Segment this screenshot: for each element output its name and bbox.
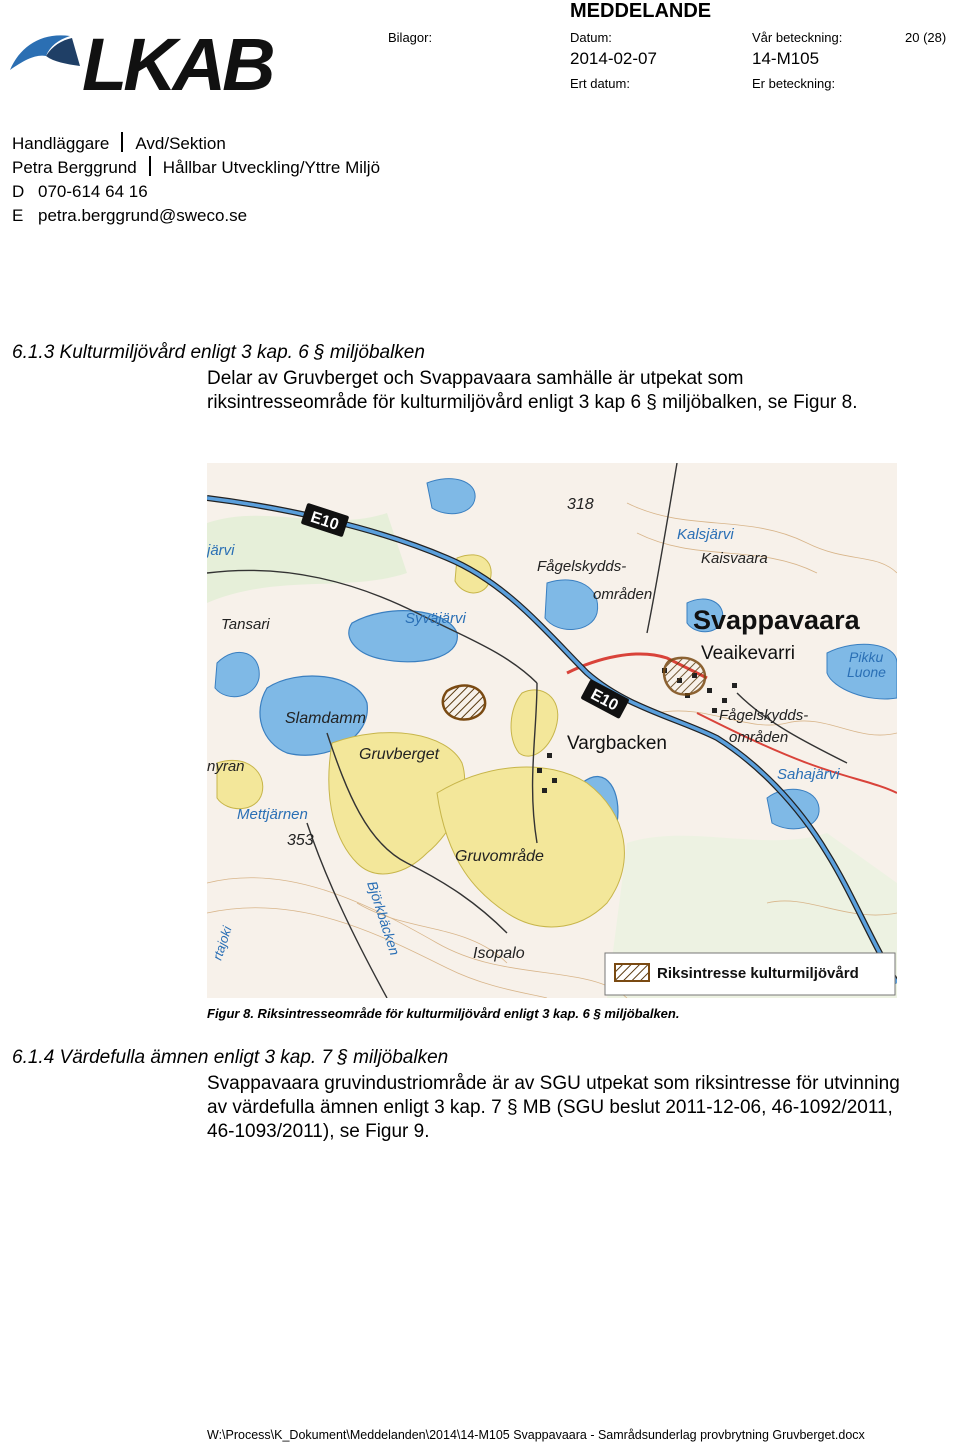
contact-phone-row: [12, 180, 380, 204]
map-label-tansari: Tansari: [221, 616, 270, 633]
logo-text: LKAB: [82, 26, 272, 96]
map-figure-8: [207, 463, 897, 998]
map-label-kalsjarvi: Kalsjärvi: [677, 526, 734, 543]
contact-row-labels: [12, 132, 380, 156]
er-beteckning-label: Er beteckning:: [752, 76, 836, 91]
legend-label: Riksintresse kulturmiljövård: [657, 965, 859, 982]
riksintresse-gruvberget: [443, 686, 485, 720]
doc-type: MEDDELANDE: [570, 0, 712, 22]
contact-department: Hållbar Utveckling/Yttre Miljö: [162, 158, 381, 177]
map-label-svappavaara: Svappavaara: [693, 605, 860, 635]
ert-datum-label: Ert datum:: [570, 76, 630, 91]
svg-text:E10: E10: [587, 686, 621, 715]
map-label-jarvi: järvi: [207, 542, 235, 559]
map-label-353: 353: [287, 832, 314, 849]
map-label-veaikevarri: Veaikevarri: [701, 643, 795, 664]
map-label-syvajarvi: Syväjärvi: [405, 610, 466, 627]
map-legend: [605, 953, 895, 995]
lkab-logo: [6, 26, 276, 96]
bilagor-label: Bilagor:: [388, 30, 433, 45]
map-label-omraden-1: områden: [593, 586, 653, 603]
contact-row-values: [12, 156, 380, 180]
var-beteckning-label: Vår beteckning:: [752, 30, 843, 45]
contact-phone: 070-614 64 16: [38, 182, 148, 201]
avd-label: Avd/Sektion: [135, 134, 226, 153]
contact-block: [12, 132, 380, 228]
phone-label: D: [12, 182, 25, 201]
datum-value: 2014-02-07: [570, 49, 657, 68]
contact-email[interactable]: petra.berggrund@sweco.se: [38, 206, 248, 225]
map-label-rtajoki: rtajoki: [209, 924, 235, 962]
map-label-bjorkbacken: Björkbäcken: [364, 878, 404, 958]
section-613-body: Delar av Gruvberget och Svappavaara samhälle är utpekat som riksintresseområde för kulturmiljövård enligt 3 kap 6 § miljöbalken, se Figur 8.: [207, 368, 858, 413]
map-label-gruvomrade: Gruvområde: [455, 848, 544, 865]
handlaggare-label: Handläggare: [12, 134, 110, 153]
section-614-heading: 6.1.4 Värdefulla ämnen enligt 3 kap. 7 § miljöbalken: [12, 1047, 449, 1068]
map-label-vargbacken: Vargbacken: [567, 733, 667, 754]
section-614-body: Svappavaara gruvindustriområde är av SGU utpekat som riksintresse för utvinning av värdefulla ämnen enligt 3 kap. 7 § MB (SGU beslut 2011-12-06, 46-1092/2011, 46-1093/2011), se Figur 9.: [207, 1073, 900, 1142]
map-label-isopalo: Isopalo: [473, 945, 525, 962]
var-beteckning-value: 14-M105: [752, 49, 820, 68]
map-label-pikku: Pikku: [849, 649, 884, 665]
map-label-gruvberget: Gruvberget: [359, 746, 440, 763]
map-label-sahajarvi: Sahajärvi: [777, 766, 840, 783]
map-label-fagelskydds-2: Fågelskydds-: [719, 707, 809, 724]
map-label-318: 318: [567, 496, 594, 513]
map-label-luone: Luone: [847, 664, 886, 680]
svg-text:E10: E10: [308, 508, 341, 534]
page-number: 20 (28): [905, 30, 947, 45]
map-label-fagelskydds-1: Fågelskydds-: [537, 558, 627, 575]
contact-email-row: [12, 204, 380, 228]
footer-path: W:\Process\K_Dokument\Meddelanden\2014\14-M105 Svappavaara - Samrådsunderlag provbrytning Gruvberget.docx: [207, 1428, 865, 1442]
contact-name: Petra Berggrund: [12, 158, 137, 177]
map-label-nyran: nyran: [207, 758, 245, 775]
map-label-slamdamm: Slamdamm: [285, 710, 366, 727]
figure-8-caption: Figur 8. Riksintresseområde för kulturmiljövård enligt 3 kap. 6 § miljöbalken.: [207, 1006, 680, 1021]
map-label-omraden-2: områden: [729, 729, 789, 746]
map-label-mettjarnen: Mettjärnen: [237, 806, 308, 823]
map-label-kaisvaara: Kaisvaara: [701, 550, 768, 567]
riksintresse-svappavaara: [664, 658, 705, 695]
email-label: E: [12, 206, 24, 225]
section-613-heading: 6.1.3 Kulturmiljövård enligt 3 kap. 6 § miljöbalken: [12, 342, 425, 363]
datum-label: Datum:: [570, 30, 612, 45]
